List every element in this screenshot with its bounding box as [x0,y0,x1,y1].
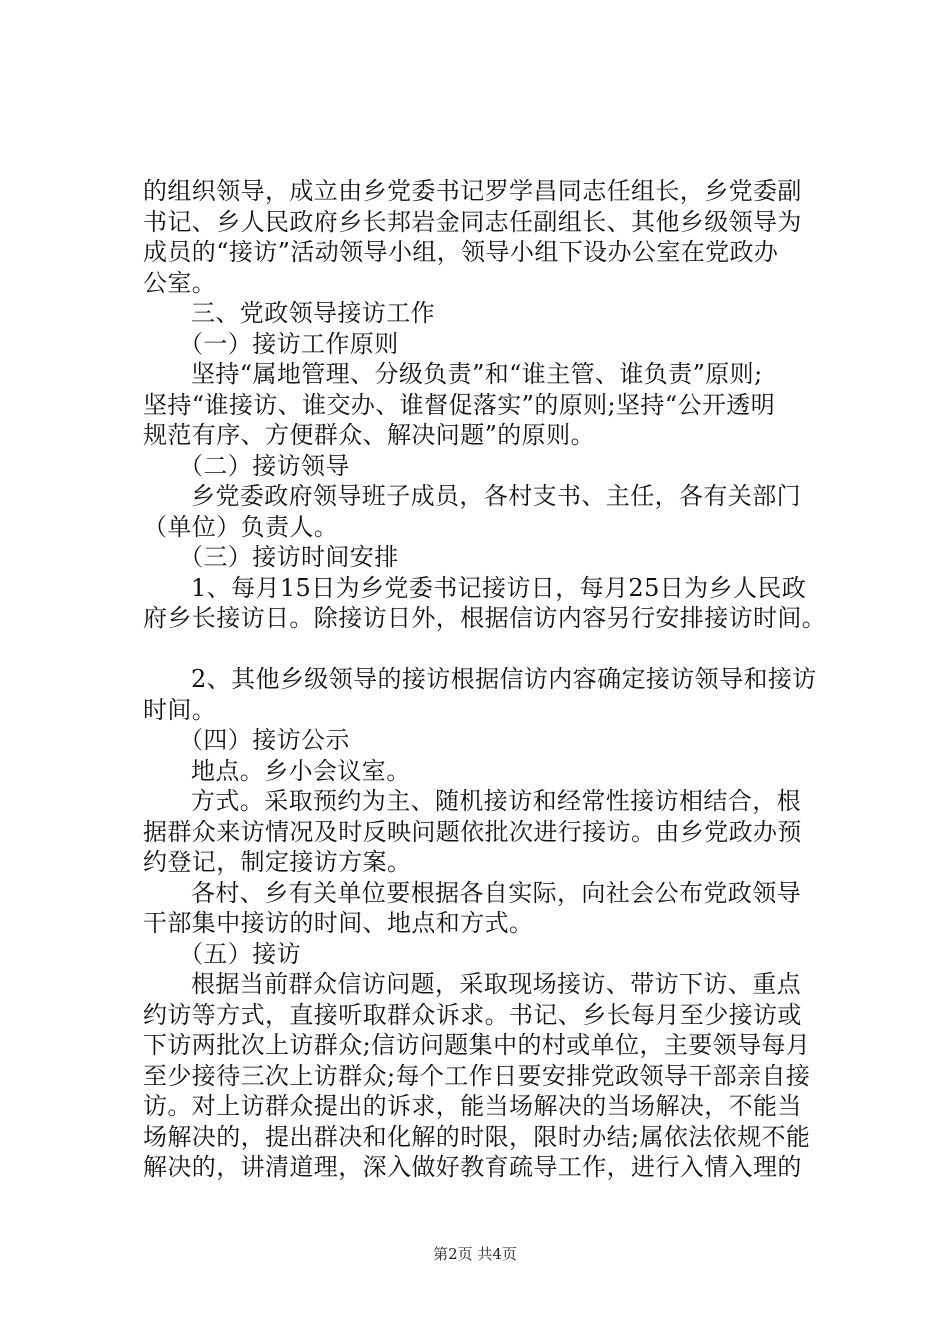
paragraph-line: 1、每月15日为乡党委书记接访日，每月25日为乡人民政 [191,573,807,602]
paragraph-line: 2、其他乡级领导的接访根据信访内容确定接访领导和接访 [191,665,817,693]
paragraph-line: （二）接访领导 [179,451,350,480]
paragraph-line: 书记、乡人民政府乡长邦岩金同志任副组长、其他乡级领导为 [143,207,802,236]
paragraph-line: 根据当前群众信访问题，采取现场接访、带访下访、重点 [191,970,801,998]
paragraph-line: 干部集中接访的时间、地点和方式。 [143,909,534,937]
paragraph-line: 下访两批次上访群众;信访问题集中的村或单位，主要领导每月 [143,1031,811,1059]
paragraph-line: 约登记，制定接访方案。 [143,848,412,876]
paragraph-line: 约访等方式，直接听取群众诉求。书记、乡长每月至少接访或 [143,1000,802,1029]
paragraph-line: 公室。 [143,268,217,297]
paragraph-line: （单位）负责人。 [143,512,339,541]
paragraph-line: 坚持“谁接访、谁交办、谁督促落实”的原则;坚持“公开透明 [143,390,776,419]
paragraph-line: 地点。乡小会议室。 [191,756,411,785]
paragraph-line: （三）接访时间安排 [179,543,399,571]
paragraph-line: 方式。采取预约为主、随机接访和经常性接访相结合，根 [191,787,801,815]
paragraph-line: （五）接访 [179,939,301,968]
page-number-label: 第2页 共4页 [433,1245,517,1263]
paragraph-line: 成员的“接访”活动领导小组，领导小组下设办公室在党政办 [143,238,779,266]
paragraph-line: 规范有序、方便群众、解决问题”的原则。 [143,421,595,449]
paragraph-line: （一）接访工作原则 [179,329,399,358]
paragraph-line: 至少接待三次上访群众;每个工作日要安排党政领导干部亲自接 [143,1061,811,1090]
paragraph-line: 访。对上访群众提出的诉求，能当场解决的当场解决，不能当 [143,1092,802,1120]
blank-line [0,634,950,665]
paragraph-line: 府乡长接访日。除接访日外，根据信访内容另行安排接访时间。 [143,604,827,632]
document-body [0,176,950,1183]
paragraph-line: 场解决的，提出群决和化解的时限，限时办结;属依法依规不能 [143,1122,811,1151]
paragraph-line: 乡党委政府领导班子成员，各村支书、主任，各有关部门 [191,482,801,510]
paragraph-line: 的组织领导，成立由乡党委书记罗学昌同志任组长，乡党委副 [143,177,802,205]
page-footer [0,1243,950,1265]
paragraph-line: 坚持“属地管理、分级负责”和“谁主管、谁负责”原则; [191,360,763,388]
paragraph-line: 三、党政领导接访工作 [191,299,435,327]
paragraph-line: 据群众来访情况及时反映问题依批次进行接访。由乡党政办预 [143,817,802,846]
paragraph-line: 解决的，讲清道理，深入做好教育疏导工作，进行入情入理的 [143,1153,802,1181]
paragraph-line: 各村、乡有关单位要根据各自实际，向社会公布党政领导 [191,878,801,907]
paragraph-line: （四）接访公示 [179,726,350,754]
paragraph-line: 时间。 [143,695,217,724]
